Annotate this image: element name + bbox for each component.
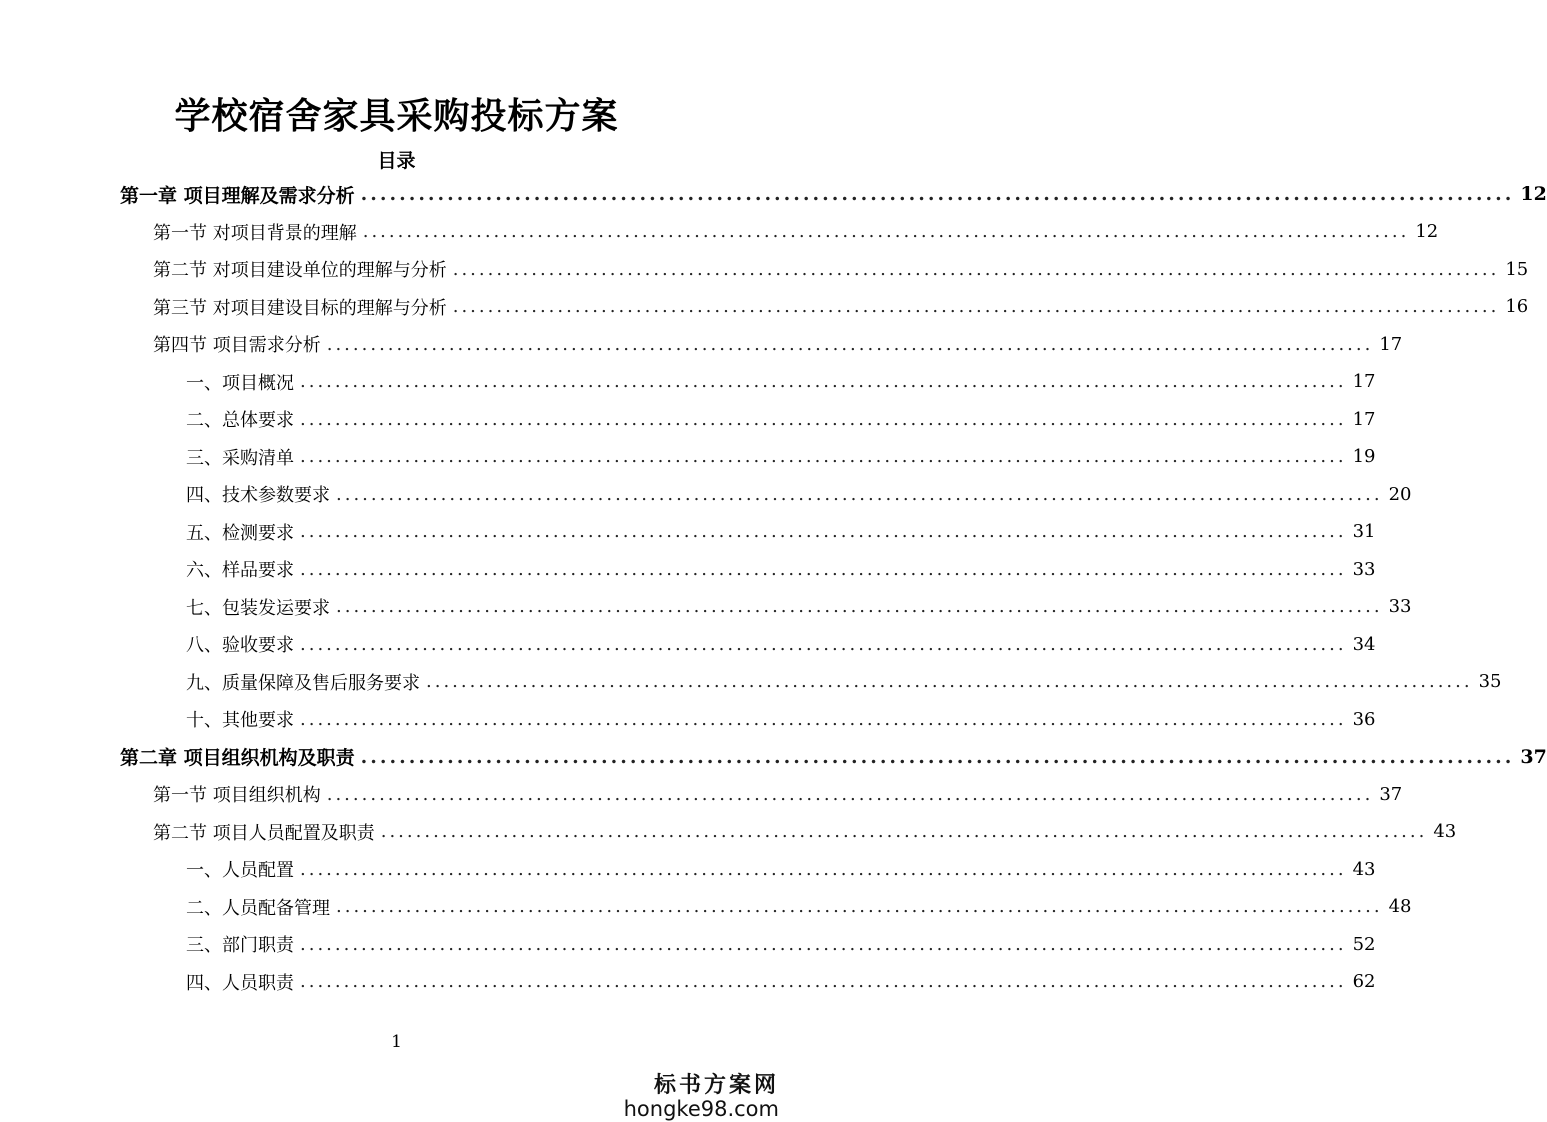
- toc-entry-label: 第三节 对项目建设目标的理解与分析: [153, 297, 447, 319]
- document-title: 学校宿舍家具采购投标方案: [174, 95, 619, 137]
- toc-dot-leader: ........................................................................................................................: [326, 783, 1374, 805]
- toc-entry-label: 四、人员职责: [186, 972, 294, 994]
- toc-entry[interactable]: [186, 664, 1502, 700]
- toc-entry-page: 16: [1505, 296, 1529, 317]
- toc-entry-label: 第二节 对项目建设单位的理解与分析: [153, 260, 447, 281]
- toc-entry-page: 37: [1520, 745, 1547, 768]
- toc-entry-label: 三、部门职责: [186, 935, 294, 956]
- toc-entry-label: 第四节 项目需求分析: [153, 335, 321, 356]
- toc-entry-label: 第二节 项目人员配置及职责: [153, 822, 375, 844]
- toc-entry-label: 二、人员配备管理: [186, 897, 330, 919]
- toc-entry-label: 第一节 对项目背景的理解: [153, 222, 357, 244]
- toc-entry[interactable]: [186, 364, 1376, 400]
- toc-entry-page: 48: [1388, 896, 1412, 917]
- toc-entry-label: 九、质量保障及售后服务要求: [186, 672, 420, 694]
- toc-dot-leader: ........................................................................................................................: [300, 633, 1347, 655]
- toc-heading: 目录: [377, 150, 416, 172]
- toc-entry[interactable]: [186, 401, 1376, 437]
- toc-entry-page: 36: [1352, 708, 1376, 730]
- toc-entry-page: 52: [1352, 933, 1376, 955]
- toc-entry[interactable]: [120, 176, 1547, 212]
- toc-dot-leader: ........................................................................................................................: [300, 446, 1347, 467]
- toc-entry-page: 34: [1352, 633, 1376, 655]
- toc-entry[interactable]: [153, 289, 1529, 325]
- toc-entry[interactable]: [186, 589, 1412, 625]
- toc-dot-leader: ........................................................................................................................: [300, 971, 1347, 992]
- toc-dot-leader: ........................................................................................................................: [426, 671, 1473, 692]
- toc-dot-leader: ........................................................................................................................: [452, 296, 1500, 317]
- toc-entry-label: 一、项目概况: [186, 372, 294, 394]
- toc-entry[interactable]: [186, 626, 1376, 662]
- toc-entry-page: 17: [1352, 371, 1376, 392]
- toc-entry-label: 三、采购清单: [186, 447, 294, 469]
- toc-entry[interactable]: [153, 251, 1529, 287]
- toc-entry-page: 35: [1478, 671, 1502, 692]
- toc-entry-page: 31: [1352, 521, 1376, 542]
- toc-entry[interactable]: [120, 739, 1547, 775]
- toc-entry-page: 33: [1388, 596, 1412, 617]
- watermark: [624, 1068, 779, 1121]
- toc-entry-page: 33: [1352, 558, 1376, 580]
- toc-dot-leader: ........................................................................................................................: [300, 858, 1347, 880]
- toc-dot-leader: ........................................................................................................................: [326, 333, 1374, 355]
- toc-entry-page: 43: [1433, 821, 1457, 842]
- toc-entry[interactable]: [186, 514, 1376, 550]
- toc-entry-page: 17: [1352, 408, 1376, 430]
- toc-entry-page: 43: [1352, 858, 1376, 880]
- toc-dot-leader: ........................................................................................................................: [300, 933, 1347, 955]
- toc-entry-label: 六、样品要求: [186, 560, 294, 581]
- toc-entry[interactable]: [186, 964, 1376, 1000]
- toc-entry-label: 四、技术参数要求: [186, 485, 330, 506]
- toc-entry-page: 15: [1505, 258, 1529, 280]
- toc-entry-label: 十、其他要求: [186, 710, 294, 731]
- toc-dot-leader: ........................................................................................................................: [336, 596, 1383, 617]
- toc-entry[interactable]: [186, 551, 1376, 587]
- toc-dot-leader: ........................................................................................................................: [336, 483, 1383, 505]
- toc-entry-label: 第二章 项目组织机构及职责: [120, 747, 355, 769]
- page-number: 1: [391, 1032, 402, 1052]
- watermark-url: hongke98.com: [623, 1097, 779, 1121]
- toc-entry-page: 12: [1520, 183, 1547, 205]
- toc-entry[interactable]: [186, 851, 1376, 887]
- toc-dot-leader: ........................................................................................................................: [300, 408, 1347, 430]
- toc-entry[interactable]: [153, 776, 1403, 812]
- watermark-chinese-text: 标书方案网: [653, 1073, 779, 1098]
- toc-entry-page: 19: [1352, 446, 1376, 467]
- toc-entry-page: 17: [1379, 333, 1403, 355]
- toc-dot-leader: ........................................................................................................................: [300, 558, 1347, 580]
- toc-dot-leader: ........................................................................................................................: [300, 371, 1347, 392]
- toc-entry-page: 12: [1415, 221, 1439, 242]
- toc-dot-leader: ........................................................................................................................: [300, 521, 1347, 542]
- toc-entry[interactable]: [153, 214, 1439, 250]
- toc-dot-leader: ........................................................................................................................: [336, 896, 1383, 917]
- toc-dot-leader: ........................................................................................................................: [360, 183, 1515, 205]
- toc-entry-page: 62: [1352, 971, 1376, 992]
- toc-entry-label: 二、总体要求: [186, 410, 294, 431]
- toc-entry[interactable]: [186, 476, 1412, 512]
- toc-entry-label: 五、检测要求: [186, 522, 294, 544]
- toc-entry-label: 第一章 项目理解及需求分析: [120, 184, 355, 207]
- toc-dot-leader: ........................................................................................................................: [362, 221, 1410, 242]
- toc-entry[interactable]: [186, 439, 1376, 475]
- toc-dot-leader: ........................................................................................................................: [300, 708, 1347, 730]
- toc-dot-leader: ........................................................................................................................: [380, 821, 1428, 842]
- toc-entry[interactable]: [153, 814, 1457, 850]
- toc-entry-label: 八、验收要求: [186, 635, 294, 656]
- toc-entry[interactable]: [153, 326, 1403, 362]
- toc-entry-label: 七、包装发运要求: [186, 597, 330, 619]
- toc-entry[interactable]: [186, 926, 1376, 962]
- toc-entry-page: 20: [1388, 483, 1412, 505]
- toc-dot-leader: ........................................................................................................................: [360, 745, 1515, 768]
- toc-entry[interactable]: [186, 701, 1376, 737]
- toc-dot-leader: ........................................................................................................................: [452, 258, 1500, 280]
- toc-entry[interactable]: [186, 889, 1412, 925]
- toc-entry-page: 37: [1379, 783, 1403, 805]
- toc-entry-label: 第一节 项目组织机构: [153, 785, 321, 806]
- toc-entry-label: 一、人员配置: [186, 860, 294, 881]
